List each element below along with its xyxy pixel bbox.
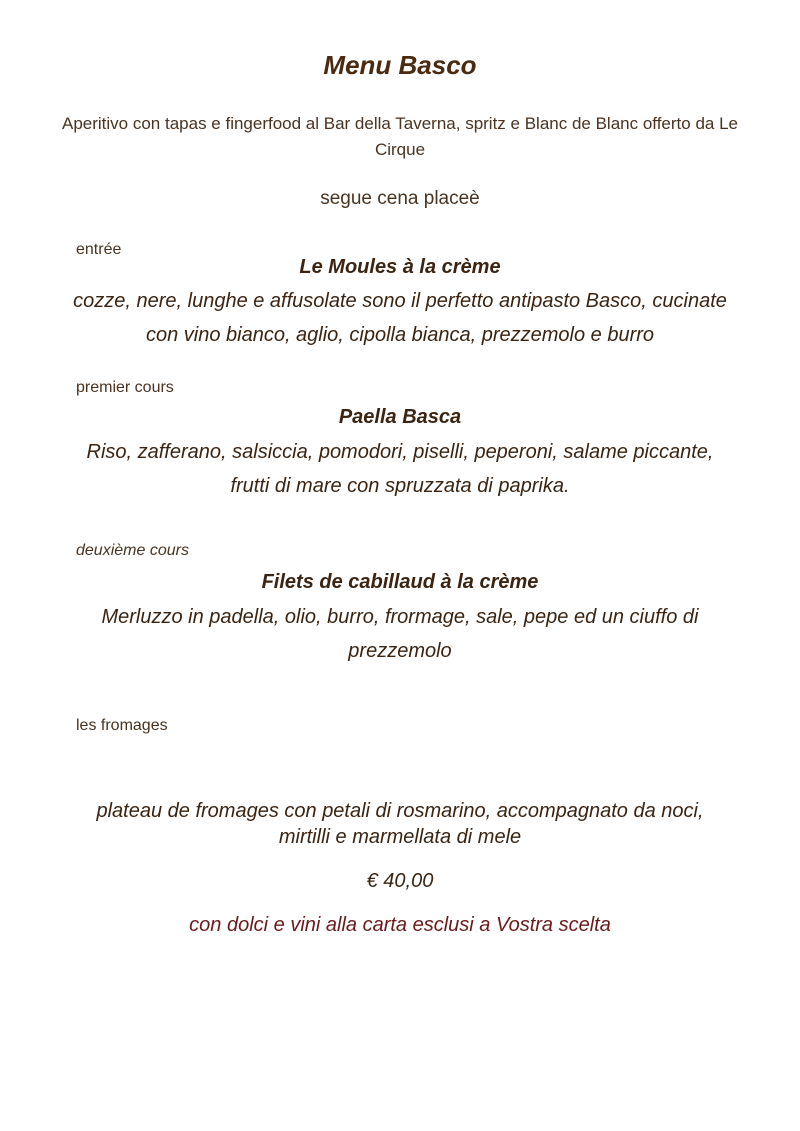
course-label-fromages: les fromages xyxy=(76,717,168,734)
dish-description-entree: cozze, nere, lunghe e affusolate sono il perfetto antipasto Basco, cucinate con vino bianco, aglio, cipolla bianca, prezzemolo e burro xyxy=(73,290,727,346)
menu-title: Menu Basco xyxy=(323,50,477,80)
dish-name-entree: Le Moules à la crème xyxy=(299,256,501,278)
menu-subtitle: segue cena placeè xyxy=(320,188,480,209)
menu-intro: Aperitivo con tapas e fingerfood al Bar della Taverna, spritz e Blanc de Blanc offerto da Le Cirque xyxy=(61,114,738,159)
dish-description-deuxieme: Merluzzo in padella, olio, burro, frormage, sale, pepe ed un ciuffo di prezzemolo xyxy=(101,606,699,662)
course-label-entree: entrée xyxy=(76,241,122,258)
menu-note: con dolci e vini alla carta esclusi a Vostra scelta xyxy=(189,914,611,936)
dish-description-premier: Riso, zafferano, salsiccia, pomodori, piselli, peperoni, salame piccante, frutti di mare con spruzzata di paprika. xyxy=(86,441,714,497)
dish-name-premier: Paella Basca xyxy=(338,406,462,428)
dish-name-deuxieme: Filets de cabillaud à la crème xyxy=(261,571,539,593)
dish-description-fromages: plateau de fromages con petali di rosmarino, accompagnato da noci, mirtilli e marmellata di mele xyxy=(96,800,704,848)
course-label-premier: premier cours xyxy=(76,379,174,396)
course-label-deuxieme: deuxième cours xyxy=(76,542,189,559)
menu-price: € 40,00 xyxy=(366,870,434,892)
